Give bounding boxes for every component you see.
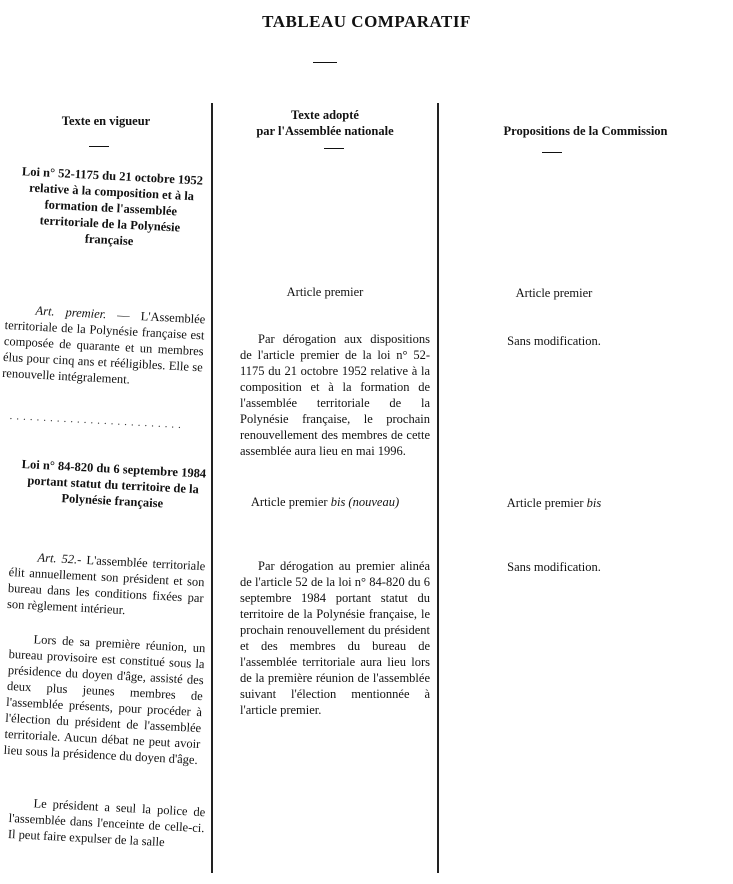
header-line: par l'Assemblée nationale [256, 124, 394, 138]
header-line: Texte adopté [291, 108, 359, 122]
article-premier-current [2, 301, 206, 391]
heading-suffix: bis (nouveau) [330, 495, 400, 509]
article-premier-adopted-text: Par dérogation aux dispositions de l'article premier de la loi n° 52-1175 du 21 octobre 1952 relative à la composition et à la formation de l'assemblée territoriale de la Polynésie française, le prochain renouvellement des membres de cette assemblée aura lieu en mai 1996. [240, 332, 430, 458]
column-header-current-text: Texte en vigueur [61, 114, 151, 128]
article-text: L'assemblée territoriale élit annuellement son président et son bureau dans les conditions fixées par son règlement intérieur. [6, 553, 206, 618]
article-text: — L'Assemblée territoriale de la Polynésie française est composée de quarante et un membres élus pour cinq ans et rééligibles. Elle se renouvelle intégralement. [1, 307, 206, 387]
article-premier-bis-heading [212, 494, 438, 510]
header-divider [89, 146, 109, 147]
column-divider [211, 103, 213, 873]
commission-article-premier-bis-text: Sans modification. [507, 560, 601, 574]
column-header-commission: Propositions de la Commission [503, 124, 668, 138]
article-label: Art. 52.- [37, 550, 82, 567]
page-title: TABLEAU COMPARATIF [262, 12, 471, 31]
heading-text: Article premier [250, 495, 328, 509]
article-52-paragraph-2: Lors de sa première réunion, un bureau provisoire est constitué sous la présidence du doyen d'âge, assisté des deux plus jeunes membres de l'assemblée présents, pour procéder à l'élection du président de l'assemblée territoriale. Aucun débat ne peut avoir lieu sous la présidence du doyen d'âge. [3, 632, 206, 767]
column-header-adopted-text [212, 107, 438, 139]
title-divider [313, 62, 337, 63]
article-label: Art. premier. [35, 303, 107, 322]
commission-article-premier-text: Sans modification. [507, 334, 601, 348]
article-premier-heading: Article premier [286, 285, 364, 299]
header-divider [542, 152, 562, 153]
law-1984-title: Loi n° 84-820 du 6 septembre 1984 portant statut du territoire de la Polynésie française [21, 457, 207, 511]
header-divider [324, 148, 344, 149]
heading-suffix: bis [586, 496, 602, 510]
ellipsis-dots: .......................... [9, 410, 186, 432]
commission-article-premier-bis-heading [438, 495, 670, 511]
article-52-paragraph-3: Le président a seul la police de l'assemblée dans l'enceinte de celle-ci. Il peut faire expulser de la salle [7, 796, 206, 850]
law-1952-title: Loi n° 52-1175 du 21 octobre 1952 relative à la composition et à la formation de l'assemblée territoriale de la Polynésie française [21, 164, 204, 249]
heading-text: Article premier [506, 496, 584, 510]
commission-article-premier-heading: Article premier [515, 286, 593, 300]
column-divider [437, 103, 439, 873]
article-premier-bis-adopted-text: Par dérogation au premier alinéa de l'article 52 de la loi n° 84-820 du 6 septembre 1984 portant statut du territoire de la Polynésie française, le prochain renouvellement du président et des membres du bureau de l'assemblée territoriale aura lieu lors de la première réunion de l'assemblée suivant l'élection mentionnée à l'article premier. [240, 559, 430, 717]
article-52-current [7, 548, 206, 622]
